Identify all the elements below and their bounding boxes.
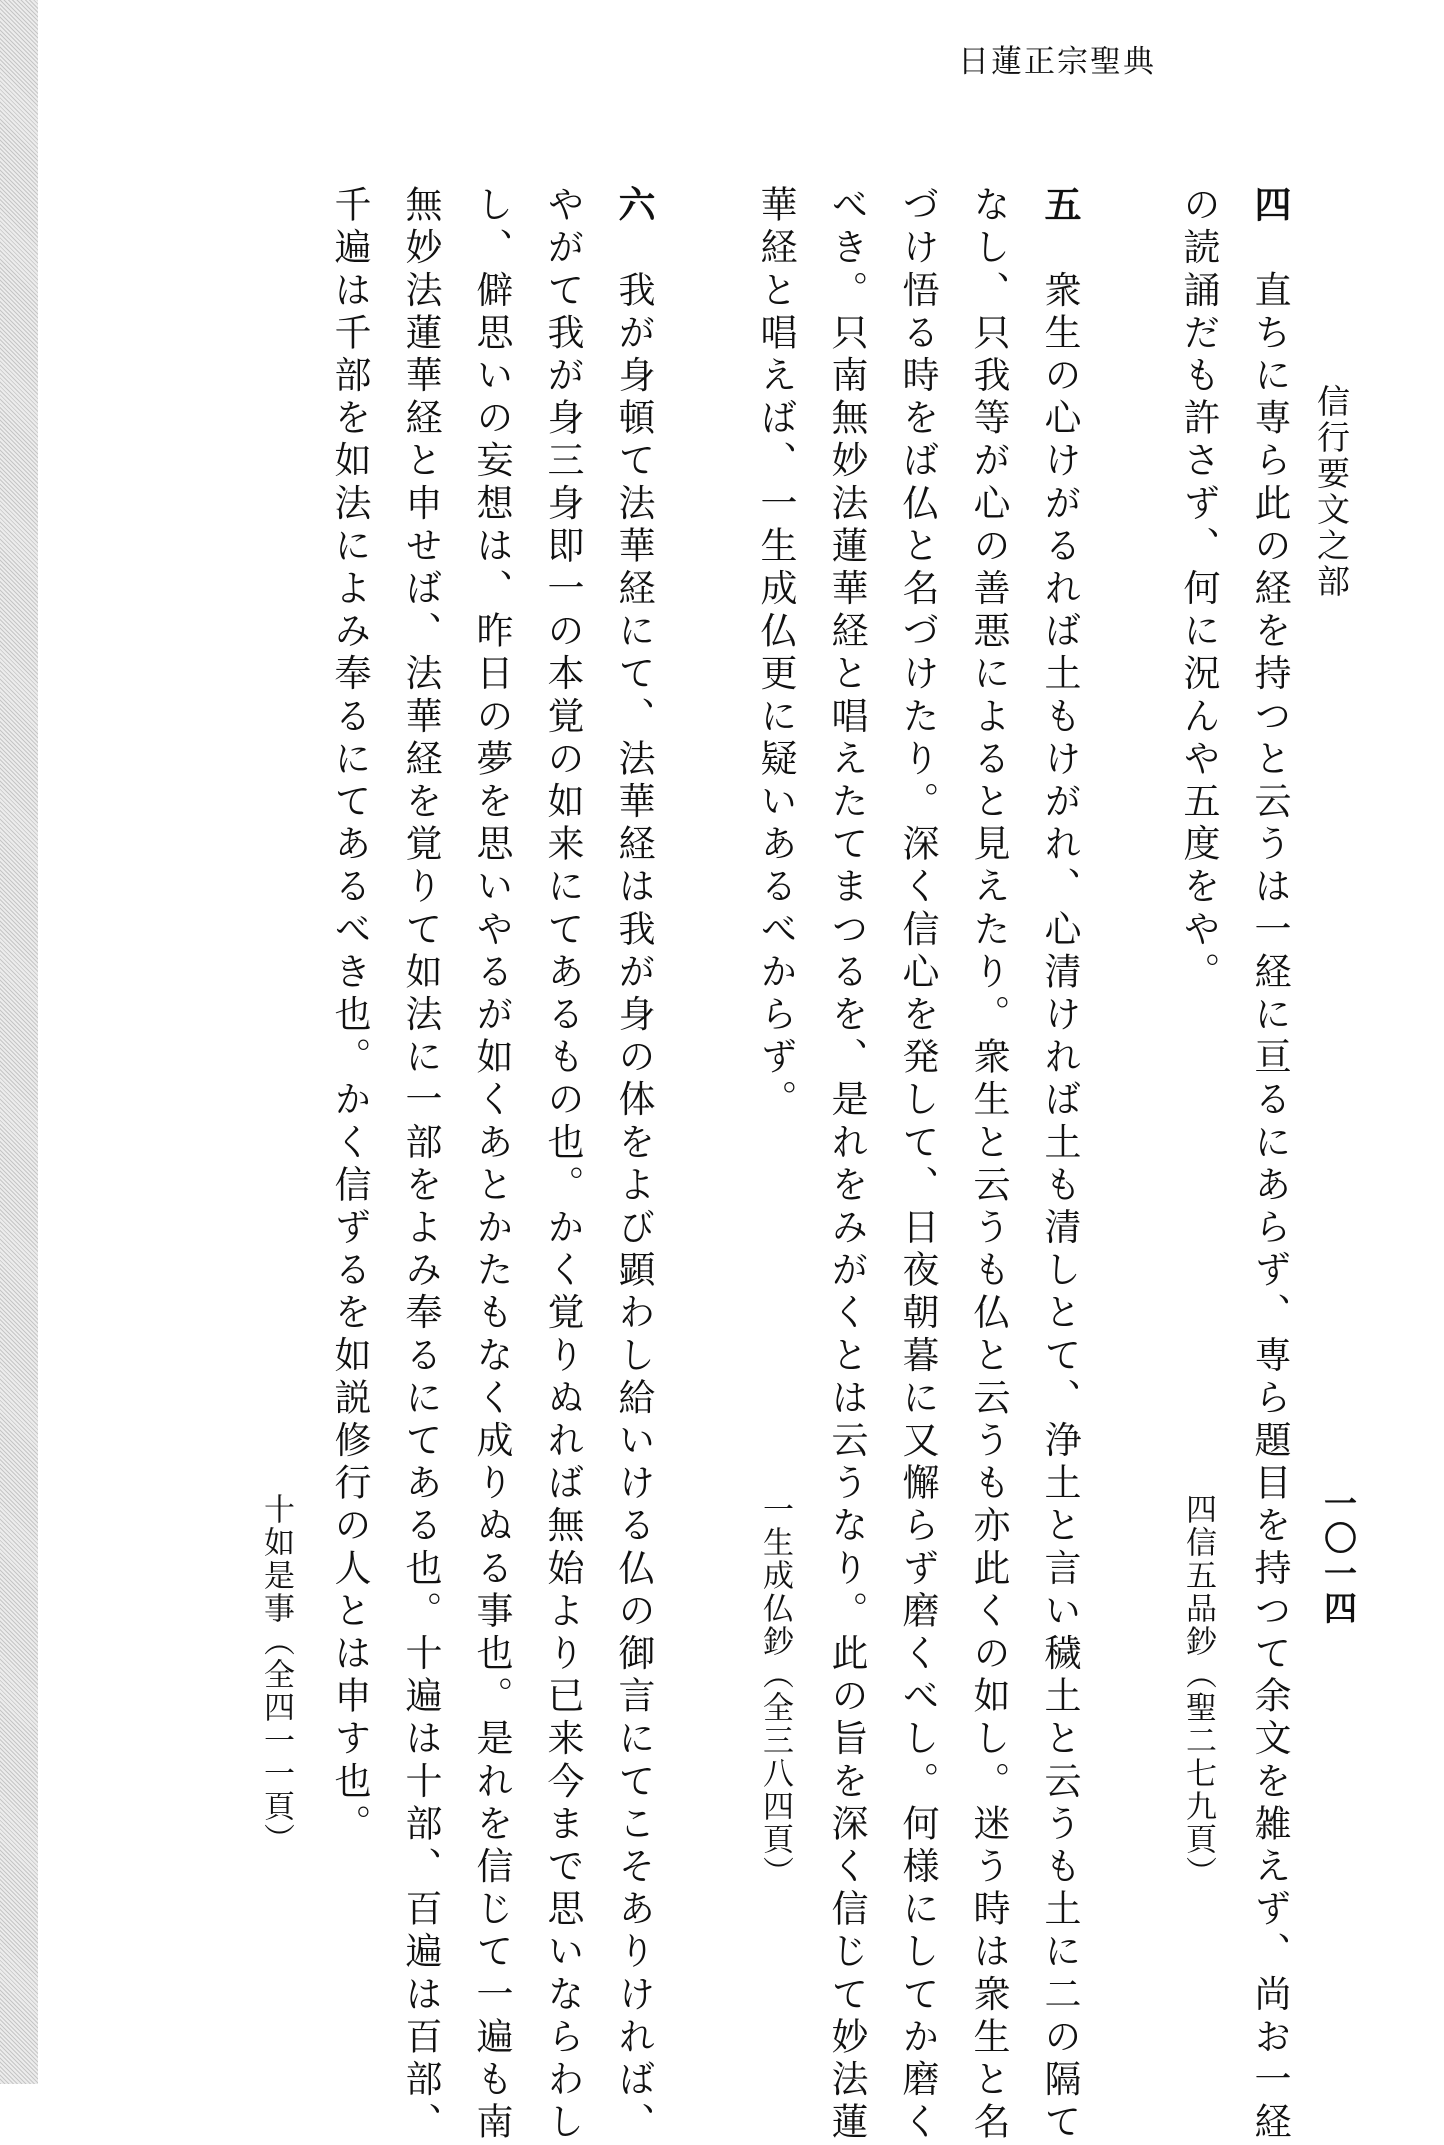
passage-5-line-1: [1038, 185, 1081, 2145]
passage-6-line-5: 千遍は千部を如法によみ奉るにてあるべき也。かく信ずるを如説修行の人とは申す也。: [328, 185, 371, 1847]
passage-4-number: 四: [1248, 185, 1291, 228]
passage-6-line-1-text: 我が身頓て法華経にて、法華経は我が身の体をよび顕わし給いける仏の御言にてこそありければ、: [612, 270, 655, 2145]
passage-5-line-1-text: 衆生の心けがるれば土もけがれ、心清ければ土も清しとて、浄土と言い穢土と云うも土に二の隔て: [1038, 270, 1081, 2145]
passage-5-citation: 一生成仏鈔（全三八四頁）: [757, 1493, 793, 1889]
passage-4-citation: 四信五品鈔（聖二七九頁）: [1180, 1493, 1216, 1889]
passage-6-line-4: 無妙法蓮華経と申せば、法華経を覚りて如法に一部をよみ奉るにてある也。十遍は十部、百遍は百部、: [399, 185, 442, 2145]
passage-6-line-2: やがて我が身三身即一の本覚の如来にてあるもの也。かく覚りぬれば無始より已来今まで思いならわし: [541, 185, 584, 2145]
passage-5-line-5: 華経と唱えば、一生成仏更に疑いあるべからず。: [754, 185, 797, 1123]
passage-6-line-3: し、僻思いの妄想は、昨日の夢を思いやるが如くあとかたもなく成りぬる事也。是れを信じて一遍も南: [470, 185, 513, 2145]
passage-5-line-4: べき。只南無妙法蓮華経と唱えたてまつるを、是れをみがくとは云うなり。此の旨を深く信じて妙法蓮: [825, 185, 868, 2145]
passage-6-citation: 十如是事（全四一一頁）: [258, 1493, 294, 1856]
passage-5-line-3: づけ悟る時をば仏と名づけたり。深く信心を発して、日夜朝暮に又懈らず磨くべし。何様にしてか磨く: [896, 185, 939, 2145]
passage-4-line-1: [1248, 185, 1291, 2145]
passage-6-line-1: [612, 185, 655, 2145]
passage-4-line-1-text: 直ちに専ら此の経を持つと云うは一経に亘るにあらず、専ら題目を持つて余文を雑えず、尚お一経: [1248, 270, 1291, 2145]
passage-4-line-2: の読誦だも許さず、何に況んや五度をや。: [1177, 185, 1220, 995]
passage-5-line-2: なし、只我等が心の善悪によると見えたり。衆生と云うも仏と云うも亦此くの如し。迷う時は衆生と名: [967, 185, 1010, 2145]
binding-edge-shadow: [0, 0, 38, 2084]
section-title: 信行要文之部: [1312, 384, 1351, 600]
passage-6-number: 六: [612, 185, 655, 228]
passage-5-number: 五: [1038, 185, 1081, 228]
running-header: 日蓮正宗聖典: [958, 44, 1156, 80]
page-number: 一〇一四: [1319, 1486, 1358, 1626]
